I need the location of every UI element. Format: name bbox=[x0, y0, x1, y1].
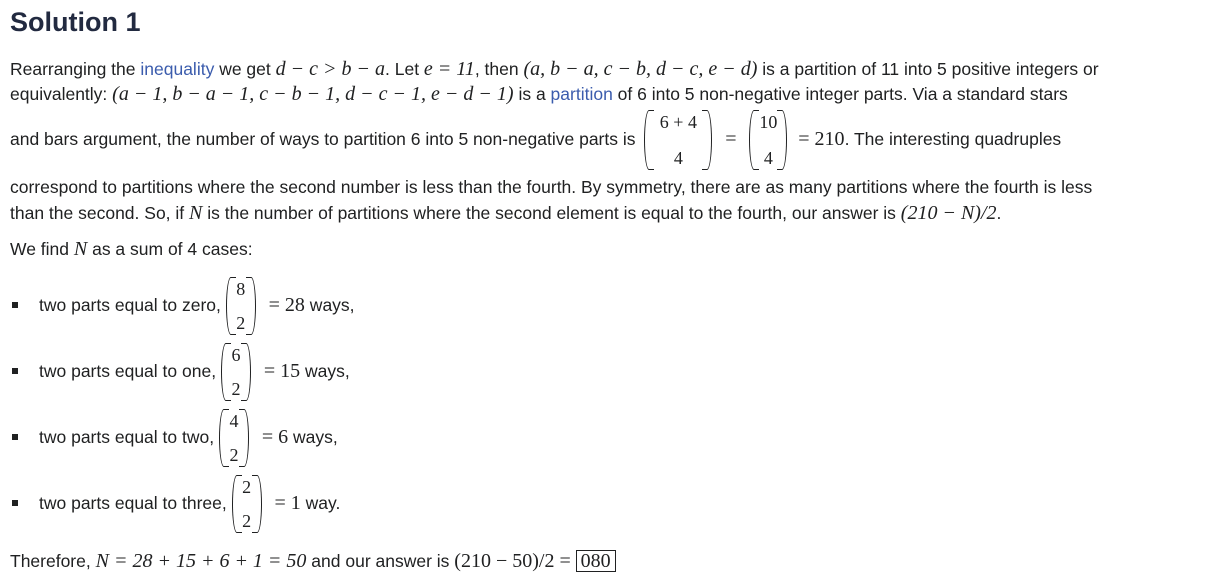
list-item bbox=[39, 407, 338, 467]
case-text: two parts equal to three, bbox=[39, 493, 227, 513]
binomial-2-choose-2 bbox=[232, 475, 262, 533]
equals-sign: = bbox=[725, 128, 737, 150]
binomial-top: 6 + 4 bbox=[659, 112, 697, 133]
paragraph-1-line-3 bbox=[10, 109, 1061, 171]
case-tail: ways, bbox=[288, 427, 338, 447]
list-bullet bbox=[12, 368, 18, 374]
partition-link[interactable]: partition bbox=[550, 84, 613, 104]
text: Rearranging the bbox=[10, 59, 141, 79]
text: is the number of partitions where the second element is equal to the fourth, our answer is bbox=[202, 203, 901, 223]
list-bullet bbox=[12, 434, 18, 440]
binomial-10-choose-4 bbox=[749, 110, 787, 170]
math-inequality: d − c > b − a bbox=[275, 58, 385, 80]
text: is a partition of 11 into 5 positive integers or bbox=[757, 59, 1099, 79]
text: . Let bbox=[385, 59, 424, 79]
binomial-top: 10 bbox=[759, 112, 778, 133]
math-N: N bbox=[73, 238, 88, 260]
binomial-bottom: 2 bbox=[242, 511, 252, 532]
list-item bbox=[39, 341, 350, 401]
text: and bars argument, the number of ways to partition 6 into 5 non-negative parts is bbox=[10, 129, 636, 149]
inequality-link[interactable]: inequality bbox=[140, 59, 215, 79]
paragraph-1-line-2 bbox=[10, 82, 1068, 106]
text: correspond to partitions where the second number is less than the fourth. By symmetry, there are as many partitions where the fourth is less bbox=[10, 177, 1093, 197]
binomial-bottom: 4 bbox=[763, 148, 773, 169]
binomial-bottom: 2 bbox=[231, 379, 241, 400]
text: is a bbox=[513, 84, 551, 104]
paragraph-1-line-5 bbox=[10, 201, 1001, 225]
text: and our answer is bbox=[306, 551, 455, 571]
text: of 6 into 5 non-negative integer parts. Via a standard stars bbox=[612, 84, 1068, 104]
math-e-equals-11: e = 11 bbox=[423, 58, 475, 80]
paragraph-2 bbox=[10, 237, 253, 261]
binomial-4-choose-2 bbox=[219, 409, 249, 467]
case-text: two parts equal to zero, bbox=[39, 295, 221, 315]
math-shifted-tuple: (a − 1, b − a − 1, c − b − 1, d − c − 1, e − d − 1) bbox=[112, 83, 514, 105]
section-heading: Solution 1 bbox=[10, 7, 141, 37]
math-N-sum: N = 28 + 15 + 6 + 1 = 50 bbox=[95, 550, 307, 572]
case-tail: ways, bbox=[300, 361, 350, 381]
text: . The interesting quadruples bbox=[844, 129, 1062, 149]
text: equivalently: bbox=[10, 84, 113, 104]
binomial-top: 2 bbox=[242, 477, 252, 498]
case-text: two parts equal to two, bbox=[39, 427, 215, 447]
math-result-210: = 210 bbox=[798, 128, 845, 150]
text: We find bbox=[10, 239, 74, 259]
binomial-top: 4 bbox=[229, 411, 239, 432]
list-bullet bbox=[12, 500, 18, 506]
conclusion-line bbox=[10, 549, 616, 573]
text: , then bbox=[474, 59, 524, 79]
case-result: = 15 bbox=[263, 360, 301, 382]
case-result: = 6 bbox=[261, 426, 289, 448]
binomial-bottom: 4 bbox=[673, 148, 683, 169]
text: we get bbox=[214, 59, 276, 79]
case-tail: ways, bbox=[304, 295, 355, 315]
binomial-top: 8 bbox=[236, 279, 246, 300]
case-tail: way. bbox=[300, 493, 341, 513]
binomial-6plus4-choose-4 bbox=[644, 110, 712, 170]
binomial-8-choose-2 bbox=[226, 277, 256, 335]
math-answer-expression: (210 − N)/2 bbox=[900, 202, 997, 224]
binomial-bottom: 2 bbox=[236, 313, 246, 334]
paragraph-1-line-4 bbox=[10, 175, 1092, 199]
paragraph-1-line-1 bbox=[10, 57, 1099, 81]
binomial-6-choose-2 bbox=[221, 343, 251, 401]
text: than the second. So, if bbox=[10, 203, 190, 223]
binomial-top: 6 bbox=[231, 345, 241, 366]
case-result: = 1 bbox=[274, 492, 301, 514]
list-item bbox=[39, 473, 340, 533]
text: . bbox=[996, 203, 1002, 223]
list-bullet bbox=[12, 302, 18, 308]
case-result: = 28 bbox=[268, 294, 305, 316]
math-partition-tuple: (a, b − a, c − b, d − c, e − d) bbox=[523, 58, 758, 80]
boxed-answer: 080 bbox=[576, 550, 616, 572]
math-N: N bbox=[189, 202, 203, 224]
case-text: two parts equal to one, bbox=[39, 361, 217, 381]
binomial-bottom: 2 bbox=[229, 445, 239, 466]
math-final-expression: (210 − 50)/2 = bbox=[454, 550, 571, 572]
list-item bbox=[39, 275, 355, 335]
text: Therefore, bbox=[10, 551, 96, 571]
text: as a sum of 4 cases: bbox=[87, 239, 253, 259]
